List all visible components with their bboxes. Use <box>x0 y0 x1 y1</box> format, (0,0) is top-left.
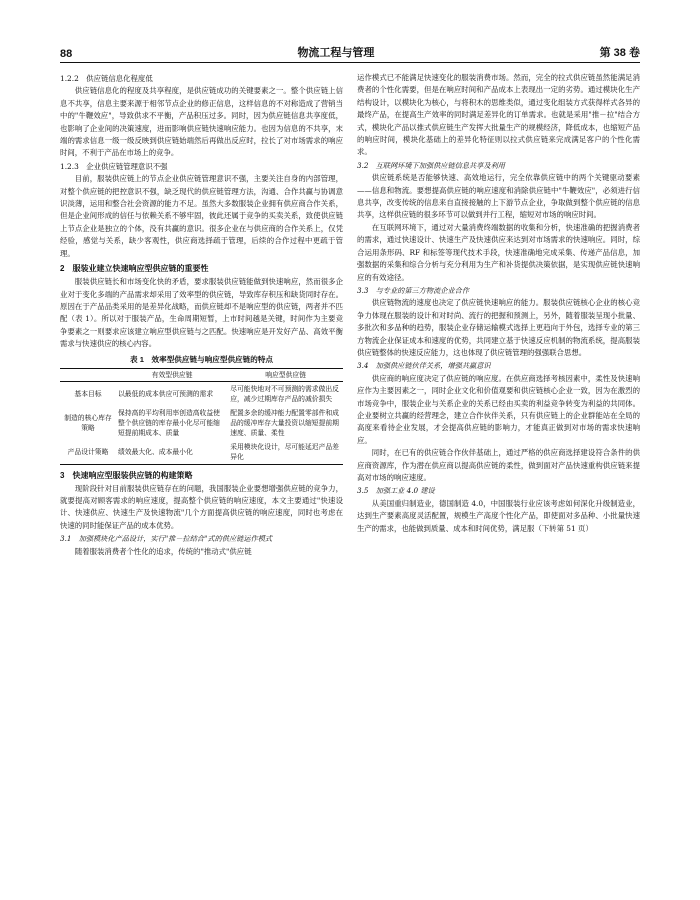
paragraph: 供应商的响应度决定了供应链的响应度。在供应商选择考核因素中，柔性及快速响应作为主要因素之一，同时企业文化和价值观要和供应链核心企业一致，因为在激烈的市场竞争中，服装企业与关系企业的关系已经由买卖的利益竞争转变为利益的共同体。企业要树立共赢的经营理念，建立合作伙伴关系，只有供应链上的企业群能站在全局的高度来看待企业发展，才会提高供应链的影响力，才能真正做到对市场的需求快速响应。 <box>357 373 640 445</box>
page-header <box>60 40 640 60</box>
paragraph: 随着服装消费者个性化的追求，传统的"推动式"供应链 <box>74 546 252 556</box>
volume-label: 第 38 卷 <box>599 47 640 59</box>
paragraph: 目前，服装供应链上的节点企业供应链管理意识不强，主要关注自身的内部管理，对整个供应链的把控意识不强，缺乏现代的供应链管理方法，沟通、合作共赢与协调意识淡薄，运用和整合社会资源的能力不足。虽然大多数服装企业拥有供应商合作关系，但是企业间形成的信任与依赖关系不够牢固，彼此还属于竞争的买卖关系，致使供应链上节点企业是独立的个体，没有共赢的意识。很多企业在与供应商的合作关系上，仅凭经验，感觉与关系，缺少客观性，供应商选择疏于管理，后续的合作过程中更疏于管理。 <box>60 174 343 258</box>
table-row <box>60 440 343 465</box>
comparison-table <box>60 368 343 465</box>
page-number: 88 <box>60 48 73 60</box>
table-cell: 保持高的平均利用率创造高收益使整个供应链的库存最小化尽可能缩短提前期成本、质量 <box>118 408 220 437</box>
left-column <box>60 72 343 862</box>
table-header-cell: 有效型供应链 <box>116 368 228 381</box>
table-row <box>60 406 343 440</box>
paragraph: 服装供应链长和市场变化快的矛盾，要求服装供应链能做到快速响应，然而很多企业对于变化多端的产品需求却采用了效率型的供应链，导致库存积压和缺货同时存在。原因在于产品品类采用的是差异化战略，而供应链却不是响应型的供应链，两者并不匹配（表 1）。所以对于服装产品，生命周期短暂，上市时间越是关键，时间作为主要竞争要素之一则要求应该建立响应型供应链与之匹配。快速响应是开发好产品、高效平衡需求与快速供应的核心内容。 <box>60 277 343 349</box>
right-column <box>357 72 640 862</box>
section-heading: 3.1 加强模块化产品设计，实行"推－拉结合"式的供应链运作模式 <box>60 534 273 544</box>
paragraph: 供应链信息化的程度及共享程度，是供应链成功的关键要素之一。整个供应链上信息不共享，信息主要来源于相邻节点企业的修正信息，这样信息的不对称造成了营销当中的"牛鞭效应"，导致供求不平衡，产品积压过多。同时，因为供应链信息共享度低，也影响了企业间的决策速度，进而影响供应链快速响应能力。也因为信息的不共享，末端的需求信息一级一级反映到供应链始端然后再做出反应时，拉长了对市场需求的响应时间，不利于产品在市场上的竞争。 <box>60 86 343 158</box>
paragraph <box>357 498 640 535</box>
section-heading: 3.4 加强供应链伙伴关系，增强共赢意识 <box>357 361 491 371</box>
table-title: 表 1 效率型供应链与响应型供应链的特点 <box>129 354 274 364</box>
paragraph: 同时，在已有的供应链合作伙伴基础上，通过严格的供应商选择建设符合条件的供应商资源库，作为潜在供应商以提高供应链的柔性，做到面对产品快速重构供应链来提高对市场的响应速度。 <box>357 448 640 482</box>
journal-title: 物流工程与管理 <box>297 47 375 59</box>
table-cell: 绩效最大化、成本最小化 <box>116 440 228 465</box>
header-rule <box>60 62 640 63</box>
section-heading: 1.2.3 企业供应链管理意识不强 <box>60 161 168 171</box>
section-heading: 3.2 互联网环境下加强供应链信息共享及利用 <box>357 160 505 170</box>
section-heading: 3.5 加强工业 4.0 建设 <box>357 486 435 496</box>
table-cell: 基本目标 <box>74 389 102 398</box>
section-heading: 1.2.2 供应链信息化程度低 <box>60 74 153 83</box>
paragraph: 现阶段针对目前服装供应链存在的问题，我国服装企业要想增强供应链的竞争力，就要提高对顾客需求的响应速度，提高整个供应链的响应速度，本文主要通过"快速设计、快速供应、快速生产及快速物流"几个方面提高供应链的响应速度，同时也考虑在快速的同时能保证产品的成本优势。 <box>60 483 343 530</box>
continued-note: （下转第 51 页） <box>534 523 593 533</box>
section-heading: 3 快速响应型服装供应链的构建策略 <box>60 470 193 480</box>
table-cell: 以最低的成本供应可预测的需求 <box>118 389 214 398</box>
paragraph: 供应链物流的速度也决定了供应链快速响应的能力。服装供应链核心企业的核心竞争力体现在服装的设计和对时尚、流行的把握和预测上，另外，随着服装呈现小批量、多批次和多品种的趋势，服装企业存储运输模式选择上更趋向于外包，选择专业的第三方物流企业保证成本和速度的优势，共同建立基于快速反应机制的物流系统，提高服装供应链整体的快速反应能力，这也体现了供应链管理的强强联合思想。 <box>357 298 640 357</box>
table-cell: 配置多余的缓冲能力配置零部件和成品的缓冲库存大量投资以缩短提前期速度、质量、柔性 <box>230 408 339 437</box>
paragraph: 在互联网环境下，通过对大量消费终端数据的收集和分析，快速准确的把握消费者的需求，通过快速设计、快速生产及快速供应来达到对市场需求的快速响应。同时，综合运用条形码、RF 和标签等现代技术手段，快速准确地完成采集、传递产品信息，加强数据的采集和综合分析与充分利用为生产和补货提供决策依据，是实现供应链快速响应的有效途径。 <box>357 222 640 282</box>
table-cell: 制造的核心库存策略 <box>64 413 112 432</box>
table-row <box>60 381 343 406</box>
table-header-cell <box>60 368 116 381</box>
paragraph: 供应链系统是否能够快速、高效地运行，完全依靠供应链中的两个关键驱动要素——信息和物流。要想提高供应链的响应速度和消除供应链中"牛鞭效应"，必须进行信息共享，改变传统的信息来自直接接触的上下游节点企业，争取做到整个供应链的信息共享，这样供应链的很多环节可以做到并行工程，缩短对市场的响应时间。 <box>357 173 640 220</box>
table-header-cell: 响应型供应链 <box>228 368 343 381</box>
paragraph-text: 从美国重归制造业，德国制造 4.0，中国服装行业应该考虑如何深化升级制造业，达到生产要素高度灵活配置，规模生产高度个性化产品，即使面对多品种、小批量快速生产的需求，也能做到质量、成本和时间优势，满足服 <box>357 498 640 533</box>
section-heading: 2 服装业建立快速响应型供应链的重要性 <box>60 264 209 274</box>
paragraph: 运作模式已不能满足快速变化的服装消费市场。然而，完全的拉式供应链虽然能满足消费者的个性化需要，但是在响应时间和产品成本上表现出一定的劣势。通过模块化生产结构设计，以模块化为核心，与将积木的思维类似，通过变化组装方式获得样式各异的最终产品，在提高生产效率的同时满足差异化的订单需求。也就是采用"推－拉"结合方式，模块化产品以推式供应链生产发挥大批量生产的规模经济，降低成本，也缩短产品的响应时间，模块化基础上的差异化特征则以拉式供应链来完成满足客户的个性化需求。 <box>357 73 640 157</box>
table-cell: 采用模块化设计，尽可能延迟产品差异化 <box>228 440 343 465</box>
table-cell: 产品设计策略 <box>60 440 116 465</box>
section-heading: 3.3 与专业的第三方物流企业合作 <box>357 285 470 295</box>
table-cell: 尽可能快地对不可预测的需求做出反应，减少过期库存产品的减价损失 <box>230 384 339 403</box>
